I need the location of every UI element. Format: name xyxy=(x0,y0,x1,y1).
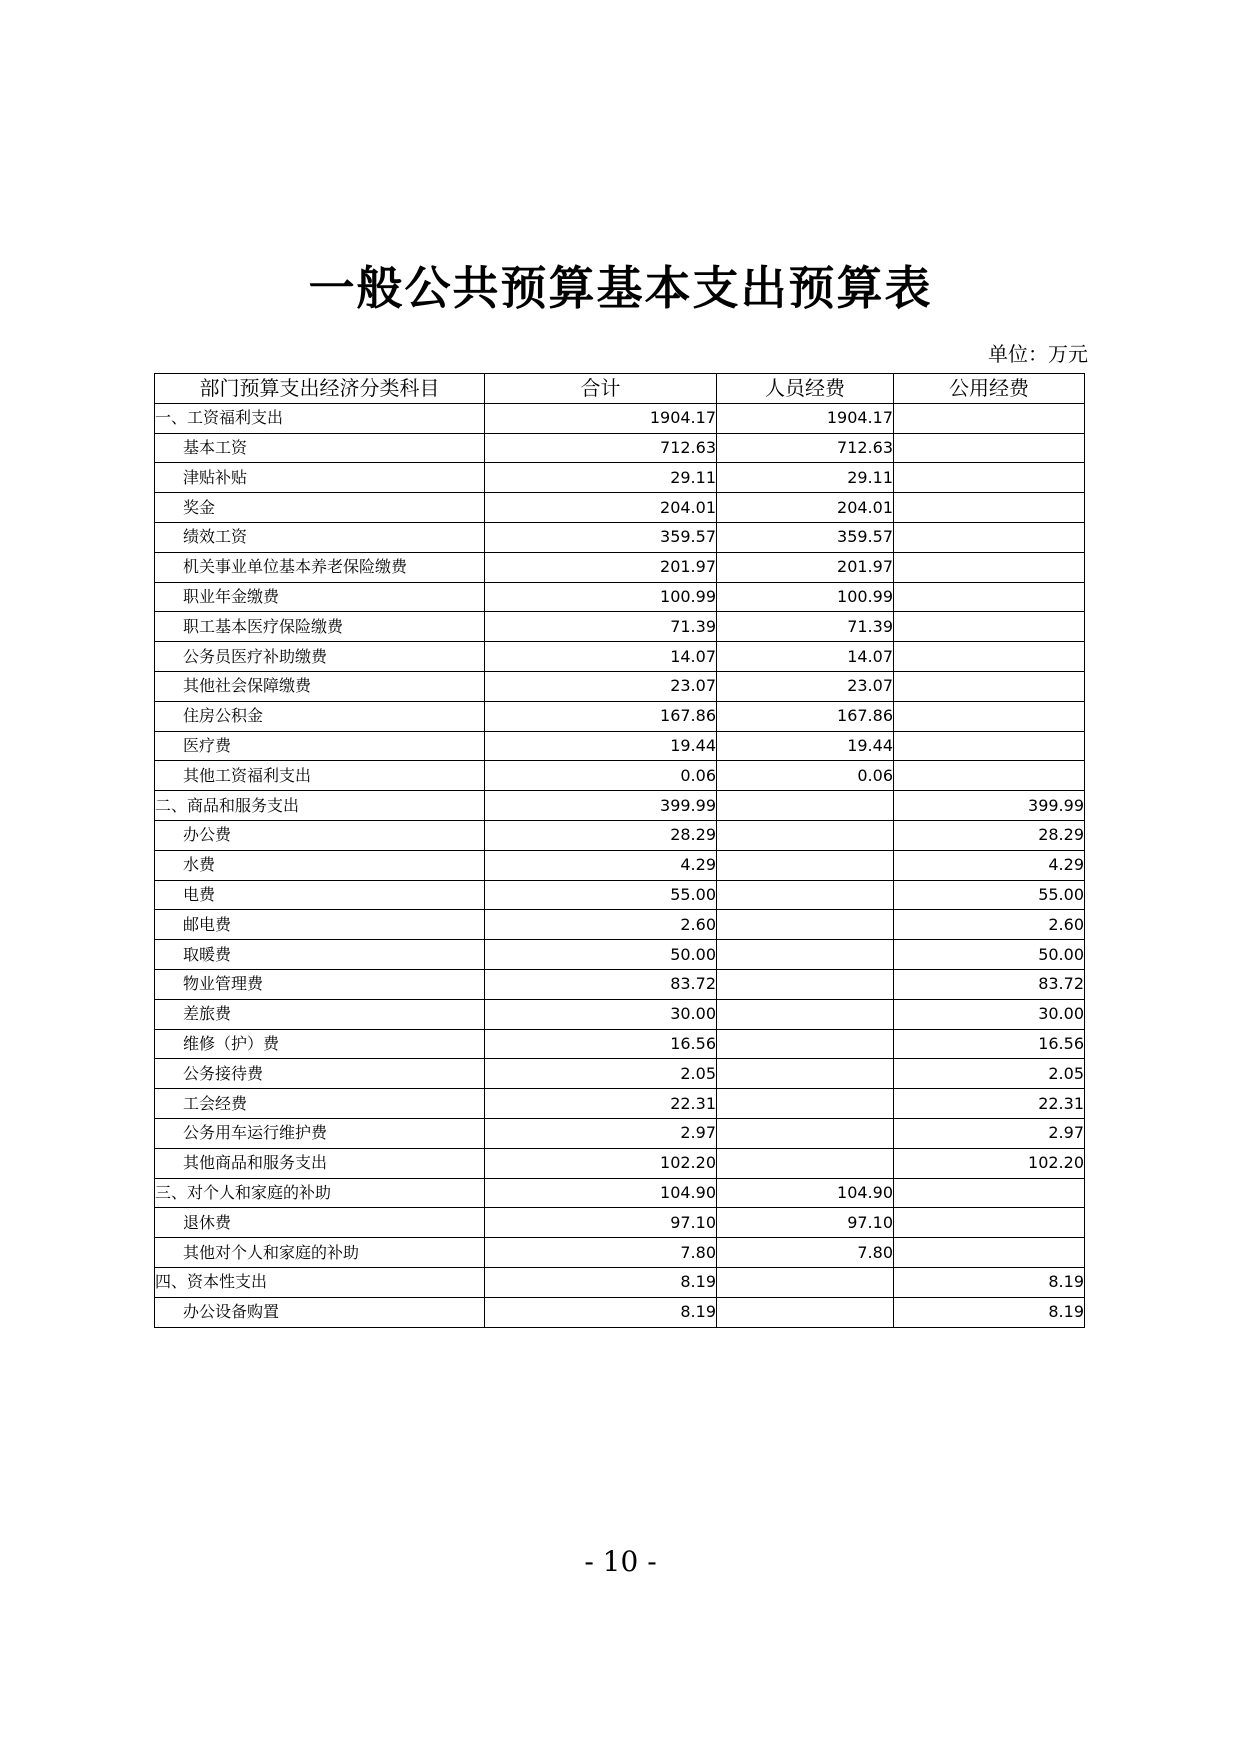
table-row xyxy=(155,1297,1085,1327)
personnel-cell: 7.80 xyxy=(717,1238,894,1268)
category-cell: 其他商品和服务支出 xyxy=(155,1148,485,1178)
table-header xyxy=(155,374,1085,404)
personnel-cell: 204.01 xyxy=(717,493,894,523)
table-row xyxy=(155,671,1085,701)
table-row xyxy=(155,731,1085,761)
total-cell: 14.07 xyxy=(485,642,717,672)
budget-table xyxy=(154,373,1085,1328)
table-row xyxy=(155,1118,1085,1148)
personnel-cell xyxy=(717,1148,894,1178)
page-title: 一般公共预算基本支出预算表 xyxy=(308,261,933,315)
category-cell: 物业管理费 xyxy=(155,969,485,999)
table-row xyxy=(155,1059,1085,1089)
personnel-cell xyxy=(717,1059,894,1089)
total-cell: 19.44 xyxy=(485,731,717,761)
total-cell: 7.80 xyxy=(485,1238,717,1268)
category-cell: 其他对个人和家庭的补助 xyxy=(155,1238,485,1268)
personnel-cell: 104.90 xyxy=(717,1178,894,1208)
category-cell: 公务员医疗补助缴费 xyxy=(155,642,485,672)
header-total: 合计 xyxy=(485,374,717,404)
table-row xyxy=(155,791,1085,821)
public-cell: 2.60 xyxy=(894,910,1085,940)
total-cell: 23.07 xyxy=(485,671,717,701)
category-cell: 奖金 xyxy=(155,493,485,523)
personnel-cell: 0.06 xyxy=(717,761,894,791)
table-row xyxy=(155,910,1085,940)
table-row xyxy=(155,850,1085,880)
table-row xyxy=(155,1238,1085,1268)
public-cell xyxy=(894,463,1085,493)
category-cell: 取暖费 xyxy=(155,940,485,970)
table-row xyxy=(155,1148,1085,1178)
category-cell: 公务用车运行维护费 xyxy=(155,1118,485,1148)
category-cell: 邮电费 xyxy=(155,910,485,940)
personnel-cell xyxy=(717,1029,894,1059)
table-row xyxy=(155,582,1085,612)
table-row xyxy=(155,612,1085,642)
header-public: 公用经费 xyxy=(894,374,1085,404)
category-cell: 水费 xyxy=(155,850,485,880)
personnel-cell: 23.07 xyxy=(717,671,894,701)
table-row xyxy=(155,820,1085,850)
personnel-cell xyxy=(717,1089,894,1119)
public-cell xyxy=(894,701,1085,731)
public-cell: 22.31 xyxy=(894,1089,1085,1119)
category-cell: 三、对个人和家庭的补助 xyxy=(155,1178,485,1208)
total-cell: 16.56 xyxy=(485,1029,717,1059)
personnel-cell: 19.44 xyxy=(717,731,894,761)
personnel-cell xyxy=(717,1118,894,1148)
public-cell xyxy=(894,642,1085,672)
table-row xyxy=(155,1208,1085,1238)
table-row xyxy=(155,1089,1085,1119)
total-cell: 29.11 xyxy=(485,463,717,493)
personnel-cell: 167.86 xyxy=(717,701,894,731)
category-cell: 其他工资福利支出 xyxy=(155,761,485,791)
table-row xyxy=(155,940,1085,970)
category-cell: 基本工资 xyxy=(155,433,485,463)
category-cell: 差旅费 xyxy=(155,999,485,1029)
table-row xyxy=(155,463,1085,493)
category-cell: 退休费 xyxy=(155,1208,485,1238)
personnel-cell xyxy=(717,910,894,940)
total-cell: 83.72 xyxy=(485,969,717,999)
personnel-cell: 712.63 xyxy=(717,433,894,463)
category-cell: 医疗费 xyxy=(155,731,485,761)
category-cell: 四、资本性支出 xyxy=(155,1267,485,1297)
total-cell: 399.99 xyxy=(485,791,717,821)
category-cell: 维修（护）费 xyxy=(155,1029,485,1059)
public-cell: 2.05 xyxy=(894,1059,1085,1089)
total-cell: 2.60 xyxy=(485,910,717,940)
public-cell: 55.00 xyxy=(894,880,1085,910)
personnel-cell xyxy=(717,1267,894,1297)
category-cell: 办公设备购置 xyxy=(155,1297,485,1327)
public-cell: 50.00 xyxy=(894,940,1085,970)
total-cell: 712.63 xyxy=(485,433,717,463)
category-cell: 绩效工资 xyxy=(155,522,485,552)
header-category: 部门预算支出经济分类科目 xyxy=(155,374,485,404)
total-cell: 55.00 xyxy=(485,880,717,910)
table-row xyxy=(155,522,1085,552)
public-cell: 2.97 xyxy=(894,1118,1085,1148)
personnel-cell xyxy=(717,820,894,850)
public-cell xyxy=(894,403,1085,433)
personnel-cell xyxy=(717,880,894,910)
total-cell: 8.19 xyxy=(485,1267,717,1297)
total-cell: 104.90 xyxy=(485,1178,717,1208)
public-cell: 28.29 xyxy=(894,820,1085,850)
category-cell: 其他社会保障缴费 xyxy=(155,671,485,701)
table-row xyxy=(155,701,1085,731)
category-cell: 二、商品和服务支出 xyxy=(155,791,485,821)
total-cell: 2.97 xyxy=(485,1118,717,1148)
public-cell xyxy=(894,731,1085,761)
unit-label: 单位：万元 xyxy=(988,342,1088,366)
total-cell: 2.05 xyxy=(485,1059,717,1089)
total-cell: 50.00 xyxy=(485,940,717,970)
public-cell xyxy=(894,612,1085,642)
public-cell xyxy=(894,522,1085,552)
personnel-cell xyxy=(717,999,894,1029)
total-cell: 359.57 xyxy=(485,522,717,552)
table-row xyxy=(155,761,1085,791)
table-row xyxy=(155,433,1085,463)
public-cell xyxy=(894,671,1085,701)
total-cell: 71.39 xyxy=(485,612,717,642)
table-row xyxy=(155,999,1085,1029)
category-cell: 电费 xyxy=(155,880,485,910)
public-cell: 83.72 xyxy=(894,969,1085,999)
public-cell: 16.56 xyxy=(894,1029,1085,1059)
public-cell xyxy=(894,1238,1085,1268)
public-cell xyxy=(894,552,1085,582)
personnel-cell xyxy=(717,850,894,880)
total-cell: 1904.17 xyxy=(485,403,717,433)
category-cell: 公务接待费 xyxy=(155,1059,485,1089)
public-cell: 4.29 xyxy=(894,850,1085,880)
category-cell: 一、工资福利支出 xyxy=(155,403,485,433)
public-cell xyxy=(894,1208,1085,1238)
table-row xyxy=(155,1267,1085,1297)
total-cell: 97.10 xyxy=(485,1208,717,1238)
public-cell xyxy=(894,582,1085,612)
category-cell: 办公费 xyxy=(155,820,485,850)
page-number: - 10 - xyxy=(584,1545,657,1578)
table-row xyxy=(155,1029,1085,1059)
personnel-cell xyxy=(717,1297,894,1327)
total-cell: 204.01 xyxy=(485,493,717,523)
table-body xyxy=(155,403,1085,1327)
personnel-cell: 1904.17 xyxy=(717,403,894,433)
table-row xyxy=(155,642,1085,672)
public-cell xyxy=(894,1178,1085,1208)
personnel-cell: 201.97 xyxy=(717,552,894,582)
table-row xyxy=(155,552,1085,582)
category-cell: 工会经费 xyxy=(155,1089,485,1119)
header-row xyxy=(155,374,1085,404)
personnel-cell: 14.07 xyxy=(717,642,894,672)
personnel-cell: 29.11 xyxy=(717,463,894,493)
public-cell: 102.20 xyxy=(894,1148,1085,1178)
total-cell: 167.86 xyxy=(485,701,717,731)
table-row xyxy=(155,880,1085,910)
public-cell: 8.19 xyxy=(894,1267,1085,1297)
table-row xyxy=(155,403,1085,433)
total-cell: 30.00 xyxy=(485,999,717,1029)
public-cell: 399.99 xyxy=(894,791,1085,821)
total-cell: 201.97 xyxy=(485,552,717,582)
personnel-cell: 71.39 xyxy=(717,612,894,642)
total-cell: 100.99 xyxy=(485,582,717,612)
category-cell: 职工基本医疗保险缴费 xyxy=(155,612,485,642)
category-cell: 机关事业单位基本养老保险缴费 xyxy=(155,552,485,582)
public-cell xyxy=(894,433,1085,463)
total-cell: 0.06 xyxy=(485,761,717,791)
total-cell: 102.20 xyxy=(485,1148,717,1178)
public-cell xyxy=(894,761,1085,791)
personnel-cell: 359.57 xyxy=(717,522,894,552)
total-cell: 22.31 xyxy=(485,1089,717,1119)
personnel-cell: 97.10 xyxy=(717,1208,894,1238)
table-row xyxy=(155,969,1085,999)
table-row xyxy=(155,1178,1085,1208)
personnel-cell xyxy=(717,940,894,970)
category-cell: 住房公积金 xyxy=(155,701,485,731)
public-cell xyxy=(894,493,1085,523)
personnel-cell xyxy=(717,969,894,999)
table-row xyxy=(155,493,1085,523)
public-cell: 8.19 xyxy=(894,1297,1085,1327)
personnel-cell: 100.99 xyxy=(717,582,894,612)
category-cell: 津贴补贴 xyxy=(155,463,485,493)
header-personnel: 人员经费 xyxy=(717,374,894,404)
total-cell: 8.19 xyxy=(485,1297,717,1327)
category-cell: 职业年金缴费 xyxy=(155,582,485,612)
public-cell: 30.00 xyxy=(894,999,1085,1029)
personnel-cell xyxy=(717,791,894,821)
total-cell: 28.29 xyxy=(485,820,717,850)
total-cell: 4.29 xyxy=(485,850,717,880)
